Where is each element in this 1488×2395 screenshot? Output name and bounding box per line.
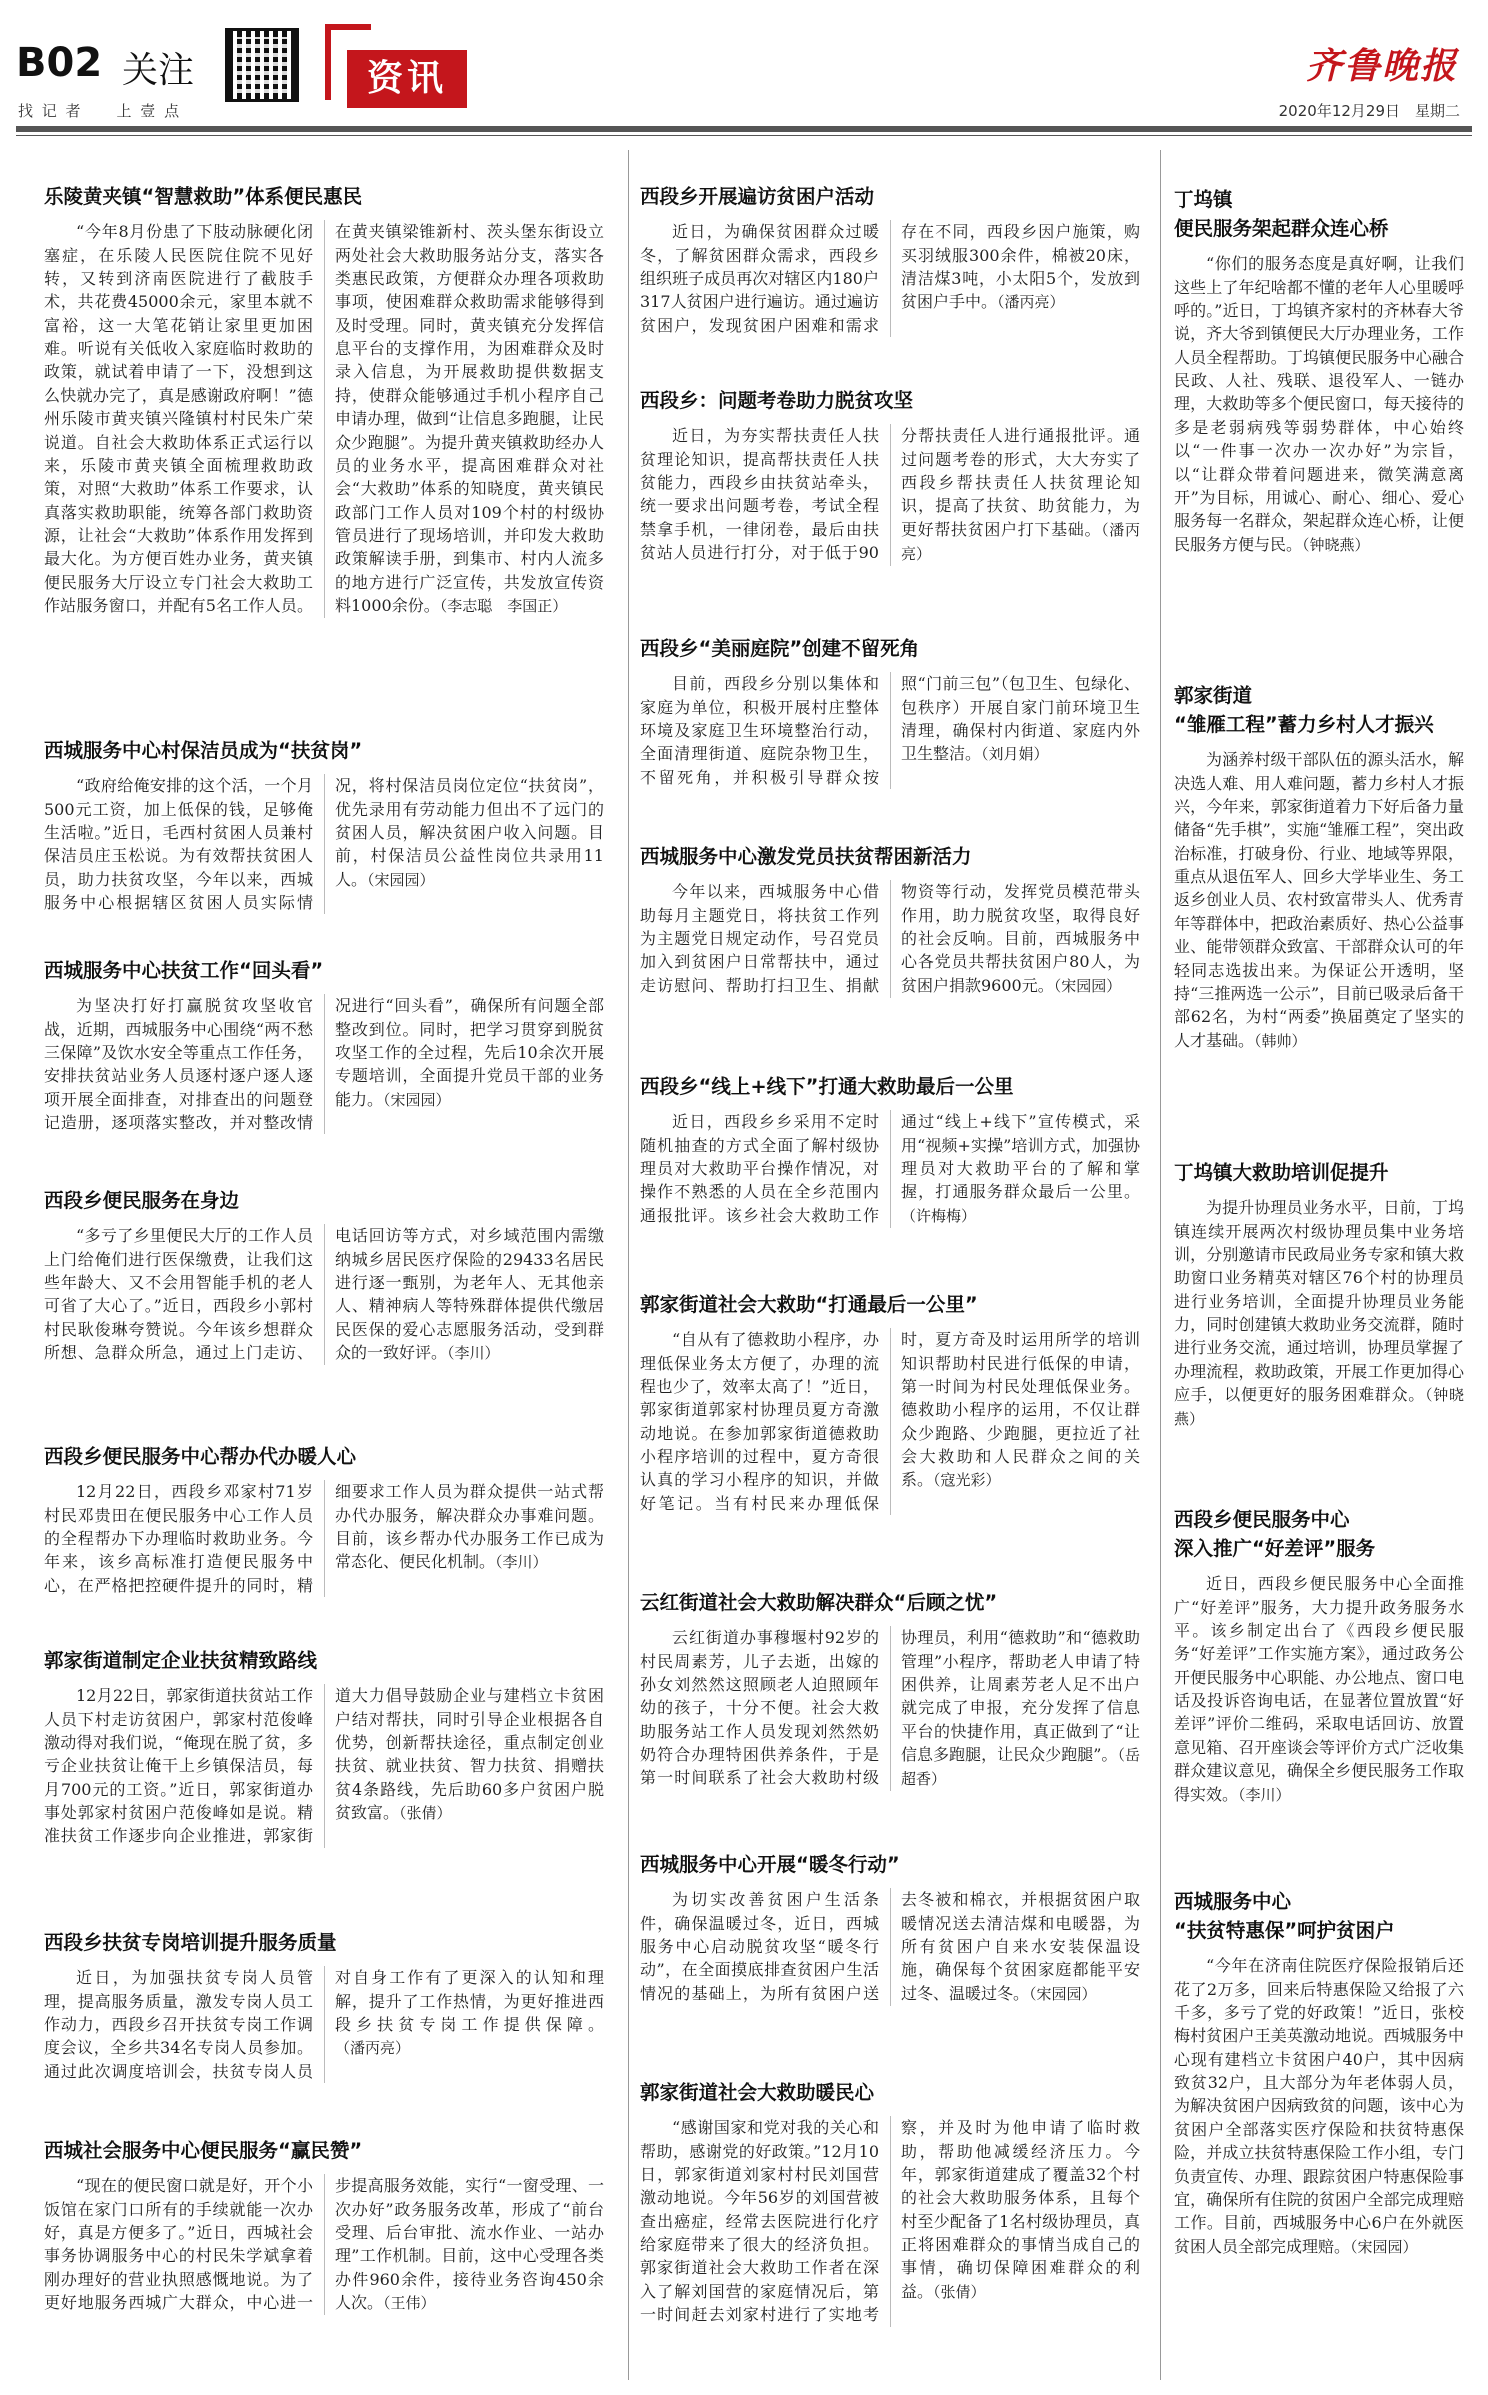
- article: [640, 1852, 1140, 2072]
- article: [44, 1444, 604, 1634]
- article: [640, 2080, 1140, 2380]
- article-body: “今年8月份患了下肢动脉硬化闭塞症，在乐陵人民医院住院不见好转，又转到济南医院进行了截肢手术，共花费45000余元，家里本就不富裕，这一大笔花销让家里更加困难。听说有关低收入家庭临时救助的政策，就试着申请了一下，没想到这么快就办完了，真是感谢政府啊！”德州乐陵市黄夹镇兴隆镇村村民朱广荣说道。自社会大救助体系正式运行以来，乐陵市黄夹镇全面梳理救助政策，对照“大救助”体系工作要求，认真落实救助职能，统筹各部门救助资源，让社会“大救助”体系作用发挥到最大化。为方便百姓办业务，黄夹镇便民服务大厅设立专门社会大救助工作站服务窗口，并配有5名工作人员。在黄夹镇梁锥新村、茨头堡东街设立两处社会大救助服务站分支，落实各类惠民政策，方便群众办理各项救助事项，使困难群众救助需求能够得到及时受理。同时，黄夹镇充分发挥信息平台的支撑作用，为困难群众及时录入信息，为开展救助提供数据支持，使群众能够通过手机小程序自己申请办理，做到“让信息多跑腿，让民众少跑腿”。为提升黄夹镇救助经办人员的业务水平，提高困难群众对社会“大救助”体系的知晓度，黄夹镇民政部门工作人员对109个村的村级协管员进行了现场培训，并印发大救助政策解读手册，到集市、村内人流多的地方进行广泛宣传，共发放宣传资料1000余份。（李志聪 李国正）: [44, 222, 604, 616]
- column-divider: [628, 150, 629, 2380]
- article-body: 为坚决打好打赢脱贫攻坚收官战，近期，西城服务中心围绕“两不愁三保障”及饮水安全等重点工作任务，安排扶贫站业务人员逐村逐户逐人逐项开展全面排查，对排查出的问题登记造册，逐项落实整改，并对整改情况进行“回头看”，确保所有问题全部整改到位。同时，把学习贯穿到脱贫攻坚工作的全过程，先后10余次开展专题培训，全面提升党员干部的业务能力。（宋园园）: [44, 996, 604, 1133]
- article-subtitle: “雏雁工程”蓄力乡村人才振兴: [1174, 713, 1434, 736]
- article-body: 近日，为夯实帮扶责任人扶贫理论知识，提高帮扶责任人扶贫能力，西段乡由扶贫站牵头，统一要求出问题考卷，考试全程禁拿手机，一律闭卷，最后由扶贫站人员进行打分，对于低于90分帮扶责任人进行通报批评。通过问题考卷的形式，大大夯实了西段乡帮扶责任人扶贫理论知识，提高了扶贫、助贫能力，为更好帮扶贫困户打下基础。（潘丙亮）: [640, 426, 1140, 563]
- page-header: [0, 0, 1488, 140]
- article-body: 为提升协理员业务水平，日前，丁坞镇连续开展两次村级协理员集中业务培训，分别邀请市民政局业务专家和镇大救助窗口业务精英对辖区76个村的协理员进行业务培训，全面提升协理员业务能力，同时创建镇大救助业务交流群，随时进行业务交流，通过培训，协理员掌握了办理流程，救助政策，开展工作更加得心应手，以便更好的服务困难群众。（钟晓燕）: [1174, 1198, 1464, 1429]
- article: [1174, 1886, 1464, 2380]
- article-subtitle: 便民服务架起群众连心桥: [1174, 217, 1389, 240]
- article-title: 西段乡“美丽庭院”创建不留死角: [640, 637, 920, 660]
- article: [1174, 1504, 1464, 1874]
- article-subtitle: “扶贫特惠保”呵护贫困户: [1174, 1919, 1395, 1942]
- article: [640, 844, 1140, 1066]
- article: [44, 184, 604, 724]
- article-body: 近日，西段乡便民服务中心全面推广“好差评”服务，大力提升政务服务水平。该乡制定出台了《西段乡便民服务“好差评”工作实施方案》，通过政务公开便民服务中心职能、办公地点、窗口电话及投诉咨询电话，在显著位置放置“好差评”评价二维码，采取电话回访、放置意见箱、召开座谈会等评价方式广泛收集群众建议意见，确保全乡便民服务工作取得实效。（李川）: [1174, 1574, 1464, 1804]
- article-body: “政府给俺安排的这个活，一个月500元工资，加上低保的钱，足够俺生活啦。”近日，毛西村贫困人员兼村保洁员庄玉松说。为有效帮扶贫困人员，助力扶贫攻坚，今年以来，西城服务中心根据辖区贫困人员实际情况，将村保洁员岗位定位“扶贫岗”，优先录用有劳动能力但出不了远门的贫困人员，解决贫困户收入问题。目前，村保洁员公益性岗位共录用11人。（宋园园）: [44, 776, 604, 913]
- article: [640, 1590, 1140, 1840]
- qr-code-icon: [225, 28, 299, 102]
- article-title: 云红街道社会大救助解决群众“后顾之忧”: [640, 1591, 998, 1614]
- article-title: 西城服务中心开展“暖冬行动”: [640, 1853, 900, 1876]
- article-body: 今年以来，西城服务中心借助每月主题党日，将扶贫工作列为主题党日规定动作，号召党员加入到贫困户日常帮扶中，通过走访慰问、帮助打扫卫生、捐献物资等行动，发挥党员模范带头作用，助力脱贫攻坚，取得良好的社会反响。目前，西城服务中心各党员共帮扶贫困户80人，为贫困户捐款9600元。（宋园园）: [640, 882, 1140, 995]
- article-title: 西城服务中心扶贫工作“回头看”: [44, 959, 324, 982]
- article: [44, 2138, 604, 2378]
- article-title: 西城服务中心: [1174, 1890, 1292, 1913]
- article-body: 云红街道办事穆堰村92岁的村民周素芳，儿子去逝，出嫁的孙女刘然然这照顾老人迫照顾年幼的孩子，十分不便。社会大救助服务站工作人员发现刘然然奶奶符合办理特困供养条件，于是第一时间联系了社会大救助村级协理员，利用“德救助”和“德救助管理”小程序，帮助老人申请了特困供养，让周素芳老人足不出户就完成了申报，充分发挥了信息平台的快捷作用，真正做到了“让信息多跑腿，让民众少跑腿”。（岳超香）: [640, 1628, 1140, 1788]
- article-body: “今年在济南住院医疗保险报销后还花了2万多，回来后特惠保险又给报了六千多，多亏了党的好政策！”近日，张校梅村贫困户王美英激动地说。西城服务中心现有建档立卡贫困户40户，其中因病致贫32户，且大部分为年老体弱人员，为解决贫困户因病致贫的问题，该中心为贫困户全部落实医疗保险和扶贫特惠保险，并成立扶贫特惠保险工作小组，专门负责宣传、办理、跟踪贫困户特惠保险事宜，确保所有住院的贫困户全部完成理赔工作。目前，西城服务中心6户在外就医贫困人员全部完成理赔。（宋园园）: [1174, 1956, 1464, 2256]
- article-body: “多亏了乡里便民大厅的工作人员上门给俺们进行医保缴费，让我们这些年龄大、又不会用智能手机的老人可省了大心了。”近日，西段乡小郭村村民耿俊琳夸赞说。今年该乡想群众所想、急群众所急，通过上门走访、电话回访等方式，对乡域范围内需缴纳城乡居民医疗保险的29433名居民进行逐一甄别，为老年人、无其他亲人、精神病人等特殊群体提供代缴居民医保的爱心志愿服务活动，受到群众的一致好评。（李川）: [44, 1226, 604, 1363]
- article: [640, 1292, 1140, 1582]
- column-divider: [1160, 150, 1161, 2380]
- article-title: 丁坞镇大救助培训促提升: [1174, 1161, 1389, 1184]
- article-title: 西段乡便民服务中心: [1174, 1508, 1350, 1531]
- article: [1174, 1160, 1464, 1490]
- article-body: “现在的便民窗口就是好，开个小饭馆在家门口所有的手续就能一次办好，真是方便多了。”近日，西城社会事务协调服务中心的村民朱学斌拿着刚办理好的营业执照感慨地说。为了更好地服务西城广大群众，中心进一步提高服务效能，实行“一窗受理、一次办好”政务服务改革，形成了“前台受理、后台审批、流水作业、一站办理”工作机制。目前，这中心受理各类办件960余件，接待业务咨询450余人次。（王伟）: [44, 2176, 604, 2313]
- article-body: 为涵养村级干部队伍的源头活水，解决选人难、用人难问题，蓄力乡村人才振兴，今年来，郭家街道着力下好后备力量储备“先手棋”，实施“雏雁工程”，突出政治标准，打破身份、行业、地域等界限，重点从退伍军人、回乡大学毕业生、务工返乡创业人员、农村致富带头人、优秀青年等群体中，把政治素质好、热心公益事业、能带领群众致富、干部群众认可的年轻同志选拔出来。为保证公开透明，坚持“三推两选一公示”，目前已吸录后备干部62名，为村“两委”换届奠定了坚实的人才基础。（韩帅）: [1174, 750, 1464, 1050]
- article-body: “感谢国家和党对我的关心和帮助，感谢党的好政策。”12月10日，郭家街道刘家村村民刘国营激动地说。今年56岁的刘国营被查出癌症，经常去医院进行化疗给家庭带来了很大的经济负担。郭家街道社会大救助工作者在深入了解刘国营的家庭情况后，第一时间赶去刘家村进行了实地考察，并及时为他申请了临时救助，帮助他减缓经济压力。今年，郭家街道建成了覆盖32个村的社会大救助服务体系，且每个村至少配备了1名村级协理员，真正将困难群众的事情当成自己的事情，确切保障困难群众的利益。（张倩）: [640, 2118, 1140, 2325]
- page-number: B02: [16, 40, 103, 86]
- article-title: 西段乡扶贫专岗培训提升服务质量: [44, 1931, 337, 1954]
- article: [44, 738, 604, 938]
- article-title: 西段乡：问题考卷助力脱贫攻坚: [640, 389, 914, 412]
- section-name: 关注: [122, 50, 195, 91]
- article: [44, 958, 604, 1168]
- article-title: 乐陵黄夹镇“智慧救助”体系便民惠民: [44, 185, 363, 208]
- article-body: 近日，为加强扶贫专岗人员管理，提高服务质量，激发专岗人员工作动力，西段乡召开扶贫专岗工作调度会议，全乡共34名专岗人员参加。通过此次调度培训会，扶贫专岗人员对自身工作有了更深入的认知和理解，提升了工作热情，为更好推进西段乡扶贫专岗工作提供保障。（潘丙亮）: [44, 1968, 604, 2081]
- article: [640, 1074, 1140, 1284]
- article-body: 目前，西段乡分别以集体和家庭为单位，积极开展村庄整体环境及家庭卫生环境整治行动，全面清理街道、庭院杂物卫生，不留死角，并积极引导群众按照“门前三包”（包卫生、包绿化、包秩序）开展自家门前环境卫生清理，确保村内街道、家庭内外卫生整洁。（刘月娟）: [640, 674, 1140, 787]
- header-rule-thin: [16, 135, 1472, 136]
- header-subtitle: 找 记 者 上 壹 点: [18, 102, 182, 120]
- section-tag: [325, 24, 485, 114]
- article: [44, 1930, 604, 2130]
- article-subtitle: 深入推广“好差评”服务: [1174, 1537, 1376, 1560]
- article: [640, 636, 1140, 836]
- article-body: 为切实改善贫困户生活条件，确保温暖过冬，近日，西城服务中心启动脱贫攻坚“暖冬行动”，在全面摸底排查贫困户生活情况的基础上，为所有贫困户送去冬被和棉衣，并根据贫困户取暖情况送去清洁煤和电暖器，为所有贫困户自来水安装保温设施，确保每个贫困家庭都能平安过冬、温暖过冬。（宋园园）: [640, 1890, 1140, 2003]
- issue-date: 2020年12月29日 星期二: [1278, 102, 1460, 120]
- article-body: 近日，西段乡乡采用不定时随机抽查的方式全面了解村级协理员对大救助平台操作情况，对操作不熟悉的人员在全乡范围内通报批评。该乡社会大救助工作通过“线上+线下”宣传模式，采用“视频+实操”培训方式，加强协理员对大救助平台的了解和掌握，打通服务群众最后一公里。（许梅梅）: [640, 1112, 1140, 1225]
- article-title: 郭家街道: [1174, 684, 1253, 707]
- article-title: 西段乡便民服务中心帮办代办暖人心: [44, 1445, 357, 1468]
- tag-label: 资讯: [347, 50, 467, 108]
- article-body: 近日，为确保贫困群众过暖冬，了解贫困群众需求，西段乡组织班子成员再次对辖区内180户317人贫困户进行遍访。通过遍访贫困户，发现贫困户困难和需求存在不同，西段乡因户施策，购买羽绒服300余件，棉被20床，清洁煤3吨，小太阳5个，发放到贫困户手中。（潘丙亮）: [640, 222, 1140, 335]
- newspaper-brand: 齐鲁晚报: [1305, 45, 1458, 87]
- article-title: 西城社会服务中心便民服务“赢民赞”: [44, 2139, 363, 2162]
- article-title: 西城服务中心村保洁员成为“扶贫岗”: [44, 739, 363, 762]
- article: [44, 1188, 604, 1428]
- article: [640, 184, 1140, 374]
- article: [1174, 680, 1464, 1150]
- article-title: 郭家街道社会大救助“打通最后一公里”: [640, 1293, 978, 1316]
- article-title: 西段乡“线上+线下”打通大救助最后一公里: [640, 1075, 1014, 1098]
- article: [640, 388, 1140, 618]
- article-title: 西城服务中心激发党员扶贫帮困新活力: [640, 845, 972, 868]
- article: [1174, 184, 1464, 664]
- article-body: 12月22日，郭家街道扶贫站工作人员下村走访贫困户，郭家村范俊峰激动得对我们说，“俺现在脱了贫，多亏企业扶贫让俺干上乡镇保洁员，每月700元的工资。”近日，郭家街道办事处郭家村贫困户范俊峰如是说。精准扶贫工作逐步向企业推进，郭家街道大力倡导鼓励企业与建档立卡贫困户结对帮扶，同时引导企业根据各自优势，创新帮扶途径，重点制定创业扶贫、就业扶贫、智力扶贫、捐赠扶贫4条路线，先后助60多户贫困户脱贫致富。（张倩）: [44, 1686, 604, 1846]
- article-title: 西段乡便民服务在身边: [44, 1189, 240, 1212]
- article-title: 郭家街道制定企业扶贫精致路线: [44, 1649, 318, 1672]
- header-rule: [16, 126, 1472, 132]
- article-title: 西段乡开展遍访贫困户活动: [640, 185, 875, 208]
- article-body: “自从有了德救助小程序，办理低保业务太方便了，办理的流程也少了，效率太高了！”近日，郭家街道郭家村协理员夏方奇激动地说。在参加郭家街道德救助小程序培训的过程中，夏方奇很认真的学习小程序的知识，并做好笔记。当有村民来办理低保时，夏方奇及时运用所学的培训知识帮助村民进行低保的申请，第一时间为村民处理低保业务。德救助小程序的运用，不仅让群众少跑路、少跑腿，更拉近了社会大救助和人民群众之间的关系。（寇光彩）: [640, 1330, 1140, 1513]
- article-title: 丁坞镇: [1174, 188, 1233, 211]
- article-title: 郭家街道社会大救助暖民心: [640, 2081, 875, 2104]
- article: [44, 1648, 604, 1918]
- article-body: 12月22日，西段乡邓家村71岁村民邓贵田在便民服务中心工作人员的全程帮办下办理临时救助业务。今年来，该乡高标准打造便民服务中心，在严格把控硬件提升的同时，精细要求工作人员为群众提供一站式帮办代办服务，解决群众办事难问题。目前，该乡帮办代办服务工作已成为常态化、便民化机制。（李川）: [44, 1482, 604, 1595]
- article-body: “你们的服务态度是真好啊，让我们这些上了年纪啥都不懂的老年人心里暖呼呼的。”近日，丁坞镇齐家村的齐林春大爷说，齐大爷到镇便民大厅办理业务，工作人员全程帮助。丁坞镇便民服务中心融合民政、人社、残联、退役军人、一链办理，大救助等多个便民窗口，每天接待的多是老弱病残等弱势群体，中心始终以“一件事一次办一次办好”为宗旨，以“让群众带着问题进来，微笑满意离开”为目标，用诚心、耐心、细心、爱心服务每一名群众，架起群众连心桥，让便民服务方便与民。（钟晓燕）: [1174, 254, 1464, 554]
